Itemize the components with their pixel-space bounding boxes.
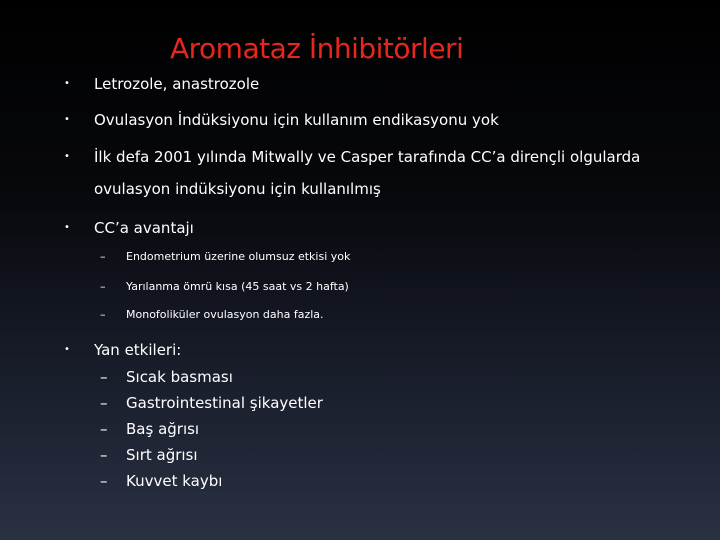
dash-glyph: – <box>100 250 106 263</box>
bullet-dot: • <box>64 151 70 162</box>
dash-glyph: – <box>100 472 108 490</box>
side-effect-text: Kuvvet kaybı <box>126 472 223 490</box>
side-effect-text: Sırt ağrısı <box>126 446 198 464</box>
dash-glyph: – <box>100 308 106 321</box>
bullet-text: Letrozole, anastrozole <box>94 75 260 93</box>
bullet-text: Ovulasyon İndüksiyonu için kullanım endikasyonu yok <box>94 111 499 129</box>
side-effect-text: Baş ağrısı <box>126 420 200 438</box>
bullet-dot: • <box>64 78 70 89</box>
side-effect-item <box>100 472 222 490</box>
bullet-text-continuation: ovulasyon indüksiyonu için kullanılmış <box>94 180 381 198</box>
bullet-dot: • <box>64 344 70 355</box>
sub-bullet-text: Endometrium üzerine olumsuz etkisi yok <box>126 250 351 263</box>
side-effect-item <box>100 420 199 438</box>
side-effect-item <box>100 446 198 464</box>
sub-bullet <box>100 250 350 263</box>
sub-bullet-text: Monofoliküler ovulasyon daha fazla. <box>126 308 324 321</box>
bullet-text: CC’a avantajı <box>94 219 194 237</box>
side-effect-item <box>100 368 233 386</box>
side-effect-text: Sıcak basması <box>126 368 233 386</box>
dash-glyph: – <box>100 446 108 464</box>
sub-bullet <box>100 308 324 321</box>
dash-glyph: – <box>100 394 108 412</box>
sub-bullet <box>100 280 349 293</box>
dash-glyph: – <box>100 420 108 438</box>
bullet-dot: • <box>64 114 70 125</box>
bullet-text: İlk defa 2001 yılında Mitwally ve Casper tarafında CC’a dirençli olgularda <box>94 148 641 166</box>
bullet-text: Yan etkileri: <box>94 341 182 359</box>
side-effect-text: Gastrointestinal şikayetler <box>126 394 323 412</box>
side-effect-item <box>100 394 323 412</box>
dash-glyph: – <box>100 280 106 293</box>
sub-bullet-text: Yarılanma ömrü kısa (45 saat vs 2 hafta) <box>126 280 349 293</box>
bullet-dot: • <box>64 222 70 233</box>
slide-title: Aromataz İnhibitörleri <box>170 32 464 65</box>
dash-glyph: – <box>100 368 108 386</box>
